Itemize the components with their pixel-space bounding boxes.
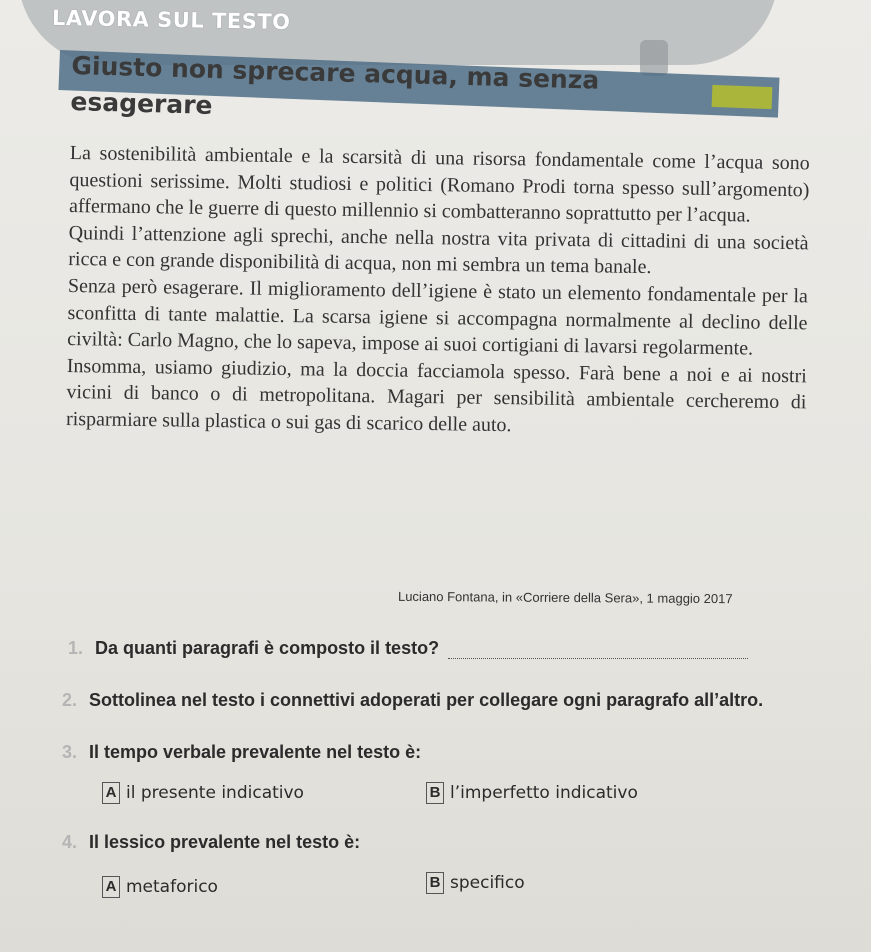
article-title: Giusto non sprecare acqua, ma senza esagerare [70, 50, 600, 120]
header-stripe-accent [712, 85, 773, 109]
paragraph: La sostenibilità ambientale e la scarsità di una risorsa fondamentale come l’acqua sono questioni serissime. Molti studiosi e politici (Romano Prodi torna spesso sull’argomento) affermano che le guerre di questo millennio si combatteranno soprattutto per l’acqua. [68, 141, 810, 227]
option-letter-box[interactable]: A [102, 782, 120, 804]
question-text: Sottolinea nel testo i connettivi adoperati per collegare ogni paragrafo all’altro. [89, 690, 764, 710]
answer-line[interactable] [448, 640, 748, 659]
option-text: il presente indicativo [126, 783, 304, 803]
question-text: Il lessico prevalente nel testo è: [89, 832, 361, 852]
question-text: Da quanti paragrafi è composto il testo? [95, 638, 440, 658]
option-text: specifico [450, 873, 525, 893]
question-1 [68, 638, 748, 659]
option-letter-box[interactable]: B [426, 782, 444, 804]
option-3b[interactable] [426, 782, 638, 804]
question-number: 4. [62, 832, 78, 852]
option-letter-box[interactable]: A [102, 876, 120, 898]
option-4b[interactable] [426, 872, 525, 894]
paragraph: Senza però esagerare. Il miglioramento dell’igiene è stato un elemento fondamentale per la sconfitta di tante malattie. La scarsa igiene si accompagna normalmente al declino delle civiltà: Carlo Magno, che lo sapeva, impose ai suoi cortigiani di lavarsi regolarmente. [67, 274, 809, 360]
option-3a[interactable] [102, 782, 304, 804]
option-letter-box[interactable]: B [426, 872, 444, 894]
article-body [66, 140, 810, 443]
question-text: Il tempo verbale prevalente nel testo è: [89, 742, 422, 762]
paragraph: Quindi l’attenzione agli sprechi, anche nella nostra vita privata di cittadini di una società ricca e con grande disponibilità di acqua, non mi sembra un tema banale. [68, 221, 809, 279]
option-text: metaforico [126, 877, 218, 897]
question-3 [62, 742, 421, 763]
question-number: 2. [62, 690, 78, 710]
section-label: LAVORA SUL TESTO [51, 5, 291, 35]
option-text: l’imperfetto indicativo [450, 783, 638, 803]
source-citation: Luciano Fontana, in «Corriere della Sera», 1 maggio 2017 [397, 588, 733, 607]
question-4 [62, 832, 360, 853]
question-2 [62, 690, 763, 711]
question-number: 1. [68, 638, 84, 658]
question-number: 3. [62, 742, 78, 762]
option-4a[interactable] [102, 876, 218, 898]
paragraph: Insomma, usiamo giudizio, ma la doccia facciamola spesso. Farà bene a noi e ai nostri vicini di banco o di metropolitana. Magari per sensibilità ambientale cercheremo di risparmiare sulla plastica o sui gas di scarico delle auto. [65, 354, 807, 437]
